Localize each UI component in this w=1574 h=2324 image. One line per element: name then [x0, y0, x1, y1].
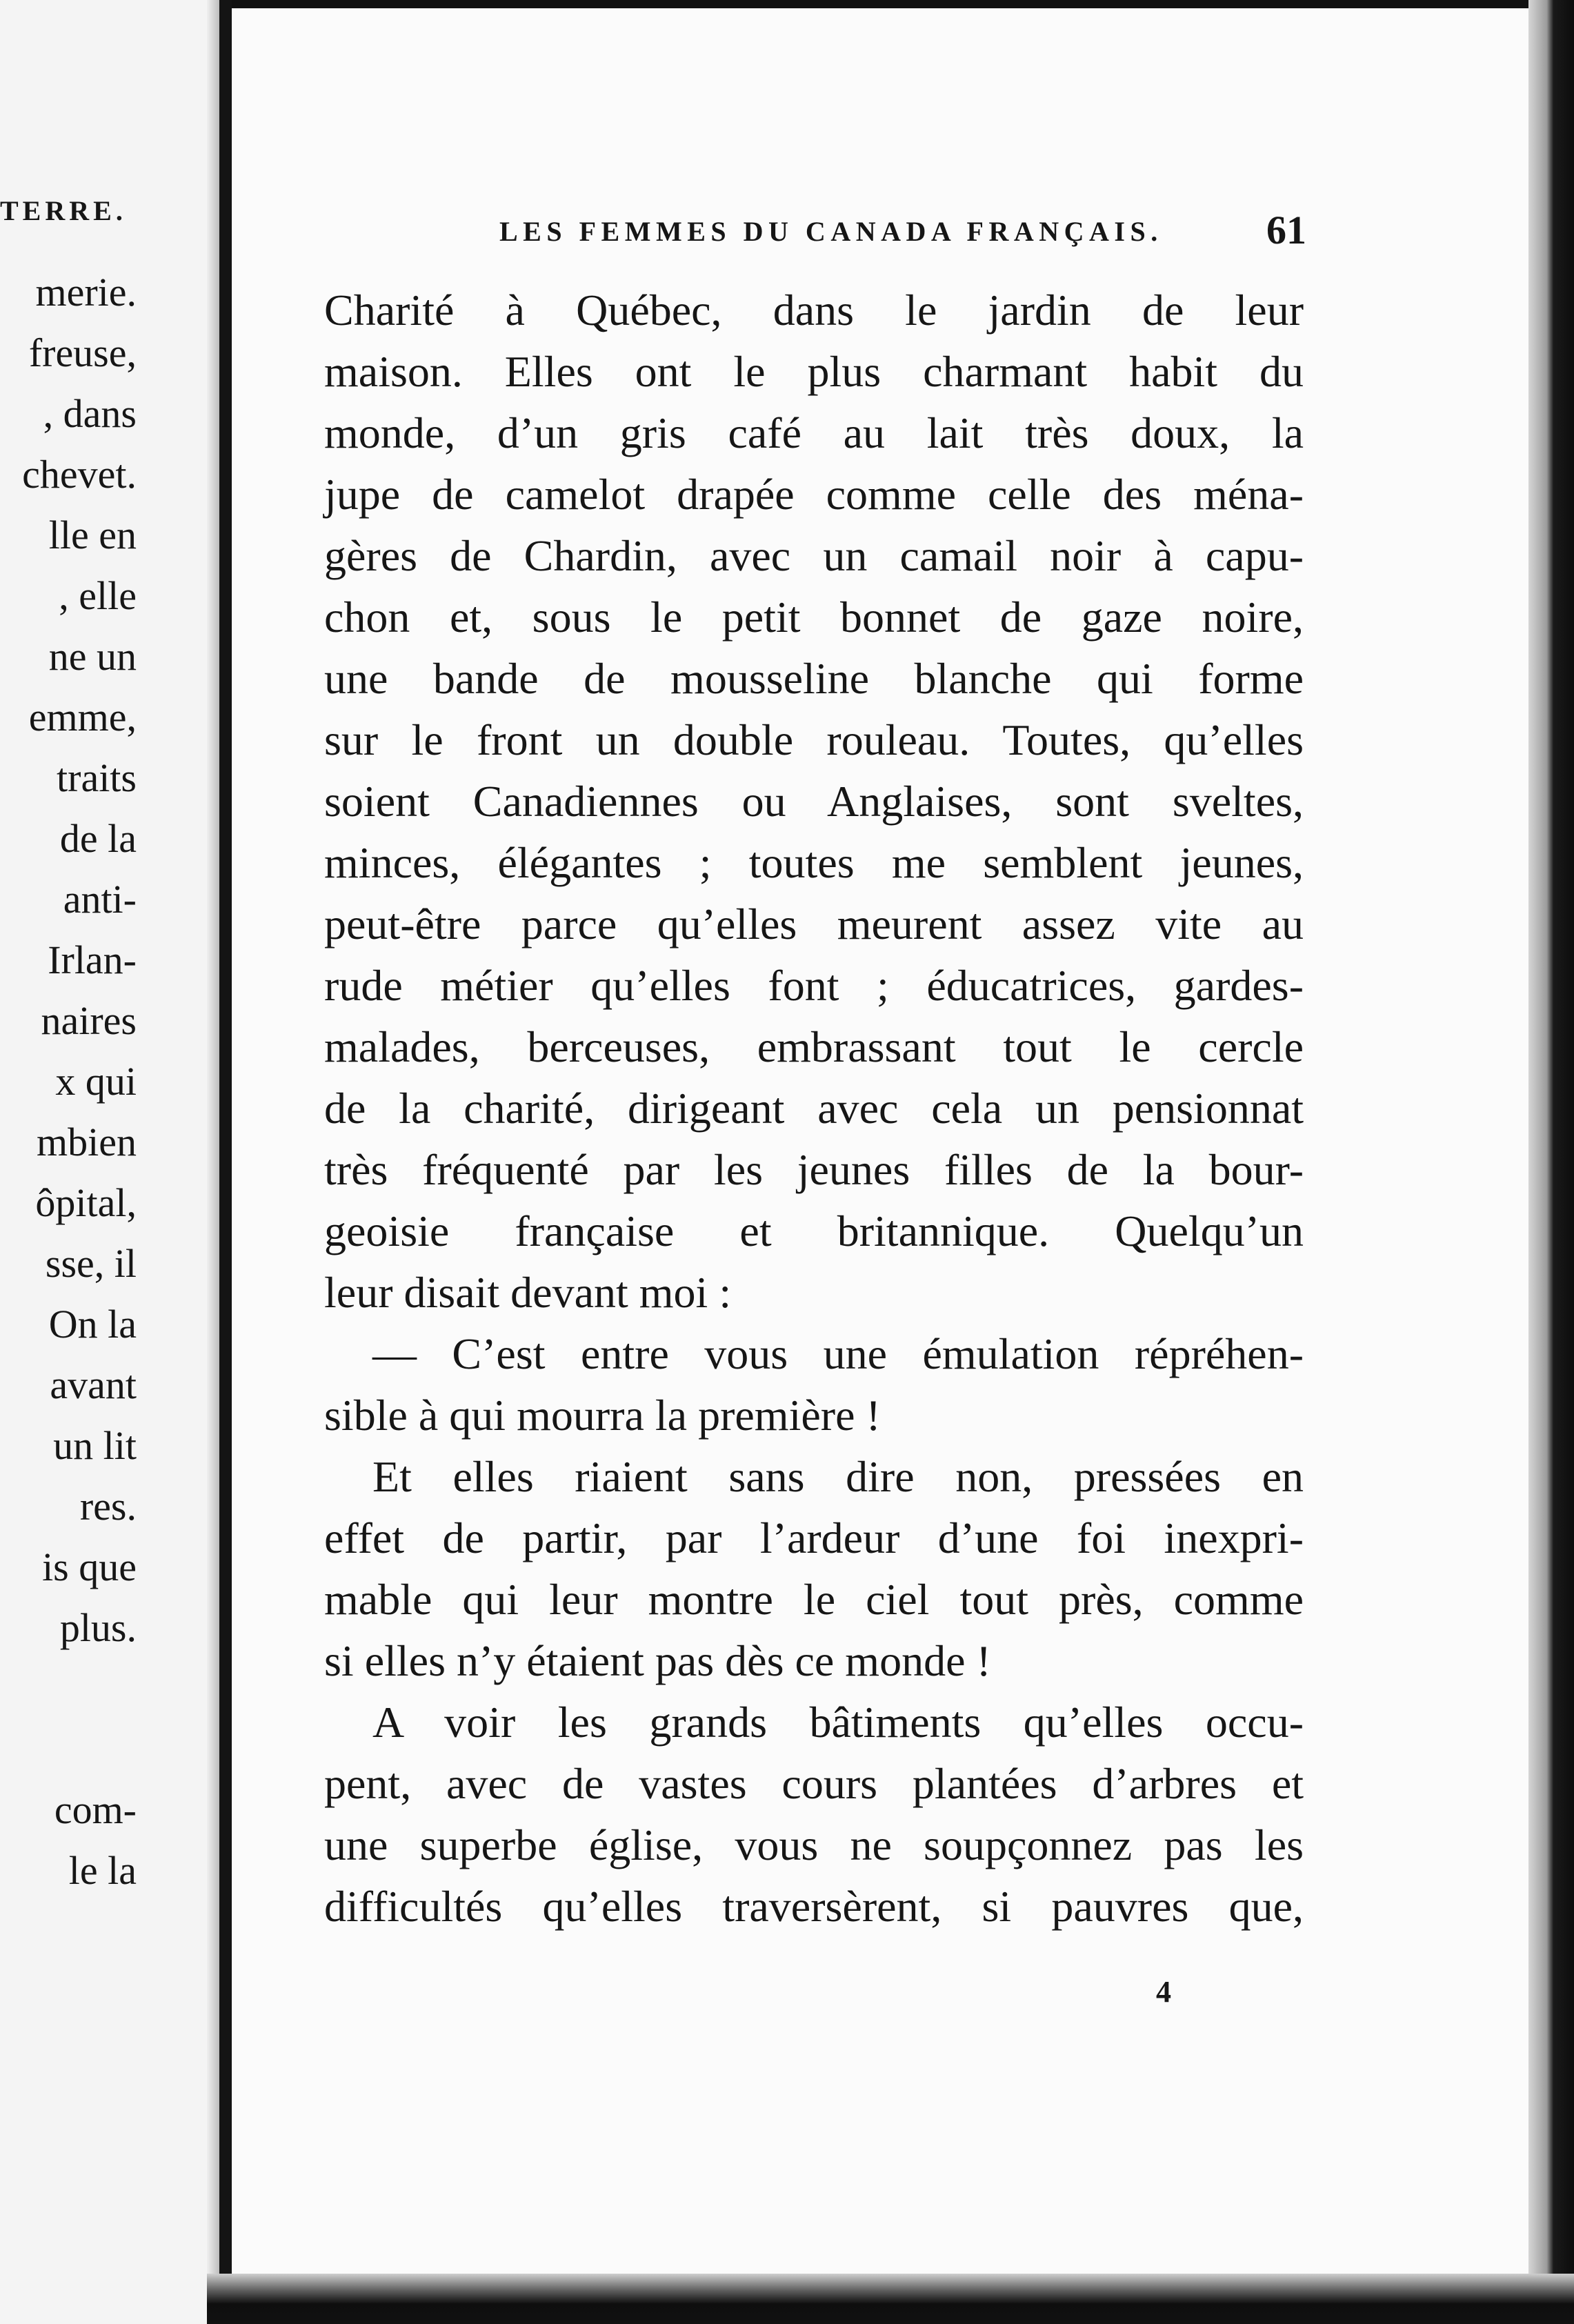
text-line: gères de Chardin, avec un camail noir à capu-	[324, 531, 1304, 580]
left-page-text	[22, 262, 137, 1901]
left-text-line: freuse,	[28, 330, 137, 375]
left-facing-page	[0, 0, 212, 2324]
binding-gutter	[219, 0, 232, 2324]
left-text-line: , elle	[59, 573, 137, 618]
text-line: geoisie française et britannique. Quelqu’un	[324, 1206, 1304, 1255]
body-text	[324, 279, 1304, 1937]
left-text-line: plus.	[59, 1605, 137, 1650]
text-line: Et elles riaient sans dire non, pressées en	[372, 1452, 1304, 1501]
left-text-line: de la	[59, 816, 137, 861]
left-text-line: le la	[68, 1848, 137, 1893]
text-line: leur disait devant moi :	[324, 1268, 732, 1317]
left-text-line: un lit	[53, 1423, 137, 1468]
text-line: — C’est entre vous une émulation répréhen-	[372, 1329, 1304, 1378]
text-line: sur le front un double rouleau. Toutes, qu’elles	[324, 715, 1304, 764]
text-line: chon et, sous le petit bonnet de gaze noire,	[324, 593, 1304, 642]
text-line: une superbe église, vous ne soupçonnez pas les	[324, 1820, 1304, 1869]
text-line: jupe de camelot drapée comme celle des ména-	[324, 470, 1304, 519]
running-header: LES FEMMES DU CANADA FRANÇAIS.	[499, 216, 1163, 247]
text-line: mable qui leur montre le ciel tout près, comme	[324, 1575, 1304, 1624]
text-line: effet de partir, par l’ardeur d’une foi inexpri-	[324, 1513, 1304, 1562]
left-text-line: sse, il	[45, 1241, 137, 1286]
signature-mark: 4	[1156, 1975, 1171, 2009]
text-line: si elles n’y étaient pas dès ce monde !	[324, 1636, 991, 1685]
scan-bottom-edge	[207, 2274, 1574, 2324]
left-text-line	[22, 1719, 137, 1780]
left-text-line: lle en	[48, 513, 137, 557]
left-text-line: is que	[42, 1545, 137, 1589]
left-text-line: com-	[54, 1787, 137, 1832]
left-running-header: TERRE.	[0, 195, 127, 226]
text-line: A voir les grands bâtiments qu’elles occu-	[372, 1698, 1304, 1747]
text-line: minces, élégantes ; toutes me semblent jeunes,	[324, 838, 1304, 887]
left-text-line: anti-	[63, 877, 137, 922]
left-text-line: Irlan-	[48, 937, 137, 982]
left-text-line: chevet.	[22, 452, 137, 497]
left-text-line: On la	[48, 1302, 137, 1347]
page-number: 61	[1266, 208, 1306, 252]
left-text-line: mbien	[37, 1120, 137, 1164]
left-text-line: x qui	[55, 1059, 137, 1104]
scan-right-edge	[1528, 0, 1574, 2324]
text-line: peut-être parce qu’elles meurent assez vite au	[324, 900, 1304, 949]
left-text-line: avant	[50, 1362, 137, 1407]
text-line: rude métier qu’elles font ; éducatrices, gardes-	[324, 961, 1304, 1010]
text-line: malades, berceuses, embrassant tout le cercle	[324, 1022, 1304, 1071]
text-line: pent, avec de vastes cours plantées d’arbres et	[324, 1759, 1304, 1808]
text-line: monde, d’un gris café au lait très doux, la	[324, 408, 1304, 457]
text-line: de la charité, dirigeant avec cela un pensionnat	[324, 1084, 1304, 1133]
left-text-line: res.	[79, 1484, 137, 1529]
text-line: difficultés qu’elles traversèrent, si pauvres que,	[324, 1882, 1304, 1931]
text-line: maison. Elles ont le plus charmant habit du	[324, 347, 1304, 396]
left-text-line: traits	[57, 755, 137, 800]
text-line: très fréquenté par les jeunes filles de la bour-	[324, 1145, 1304, 1194]
text-line: sible à qui mourra la première !	[324, 1391, 881, 1440]
left-text-line: , dans	[43, 391, 137, 436]
text-line: soient Canadiennes ou Anglaises, sont sveltes,	[324, 777, 1304, 826]
left-text-line: ne un	[48, 634, 137, 679]
left-text-line: merie.	[35, 270, 137, 315]
left-text-line	[22, 1658, 137, 1719]
scan-top-border	[232, 0, 1574, 8]
left-text-line: naires	[41, 998, 137, 1043]
text-line: une bande de mousseline blanche qui forme	[324, 654, 1304, 703]
left-text-line: ôpital,	[35, 1180, 137, 1225]
left-text-line: emme,	[28, 695, 137, 739]
text-line: Charité à Québec, dans le jardin de leur	[324, 286, 1304, 335]
